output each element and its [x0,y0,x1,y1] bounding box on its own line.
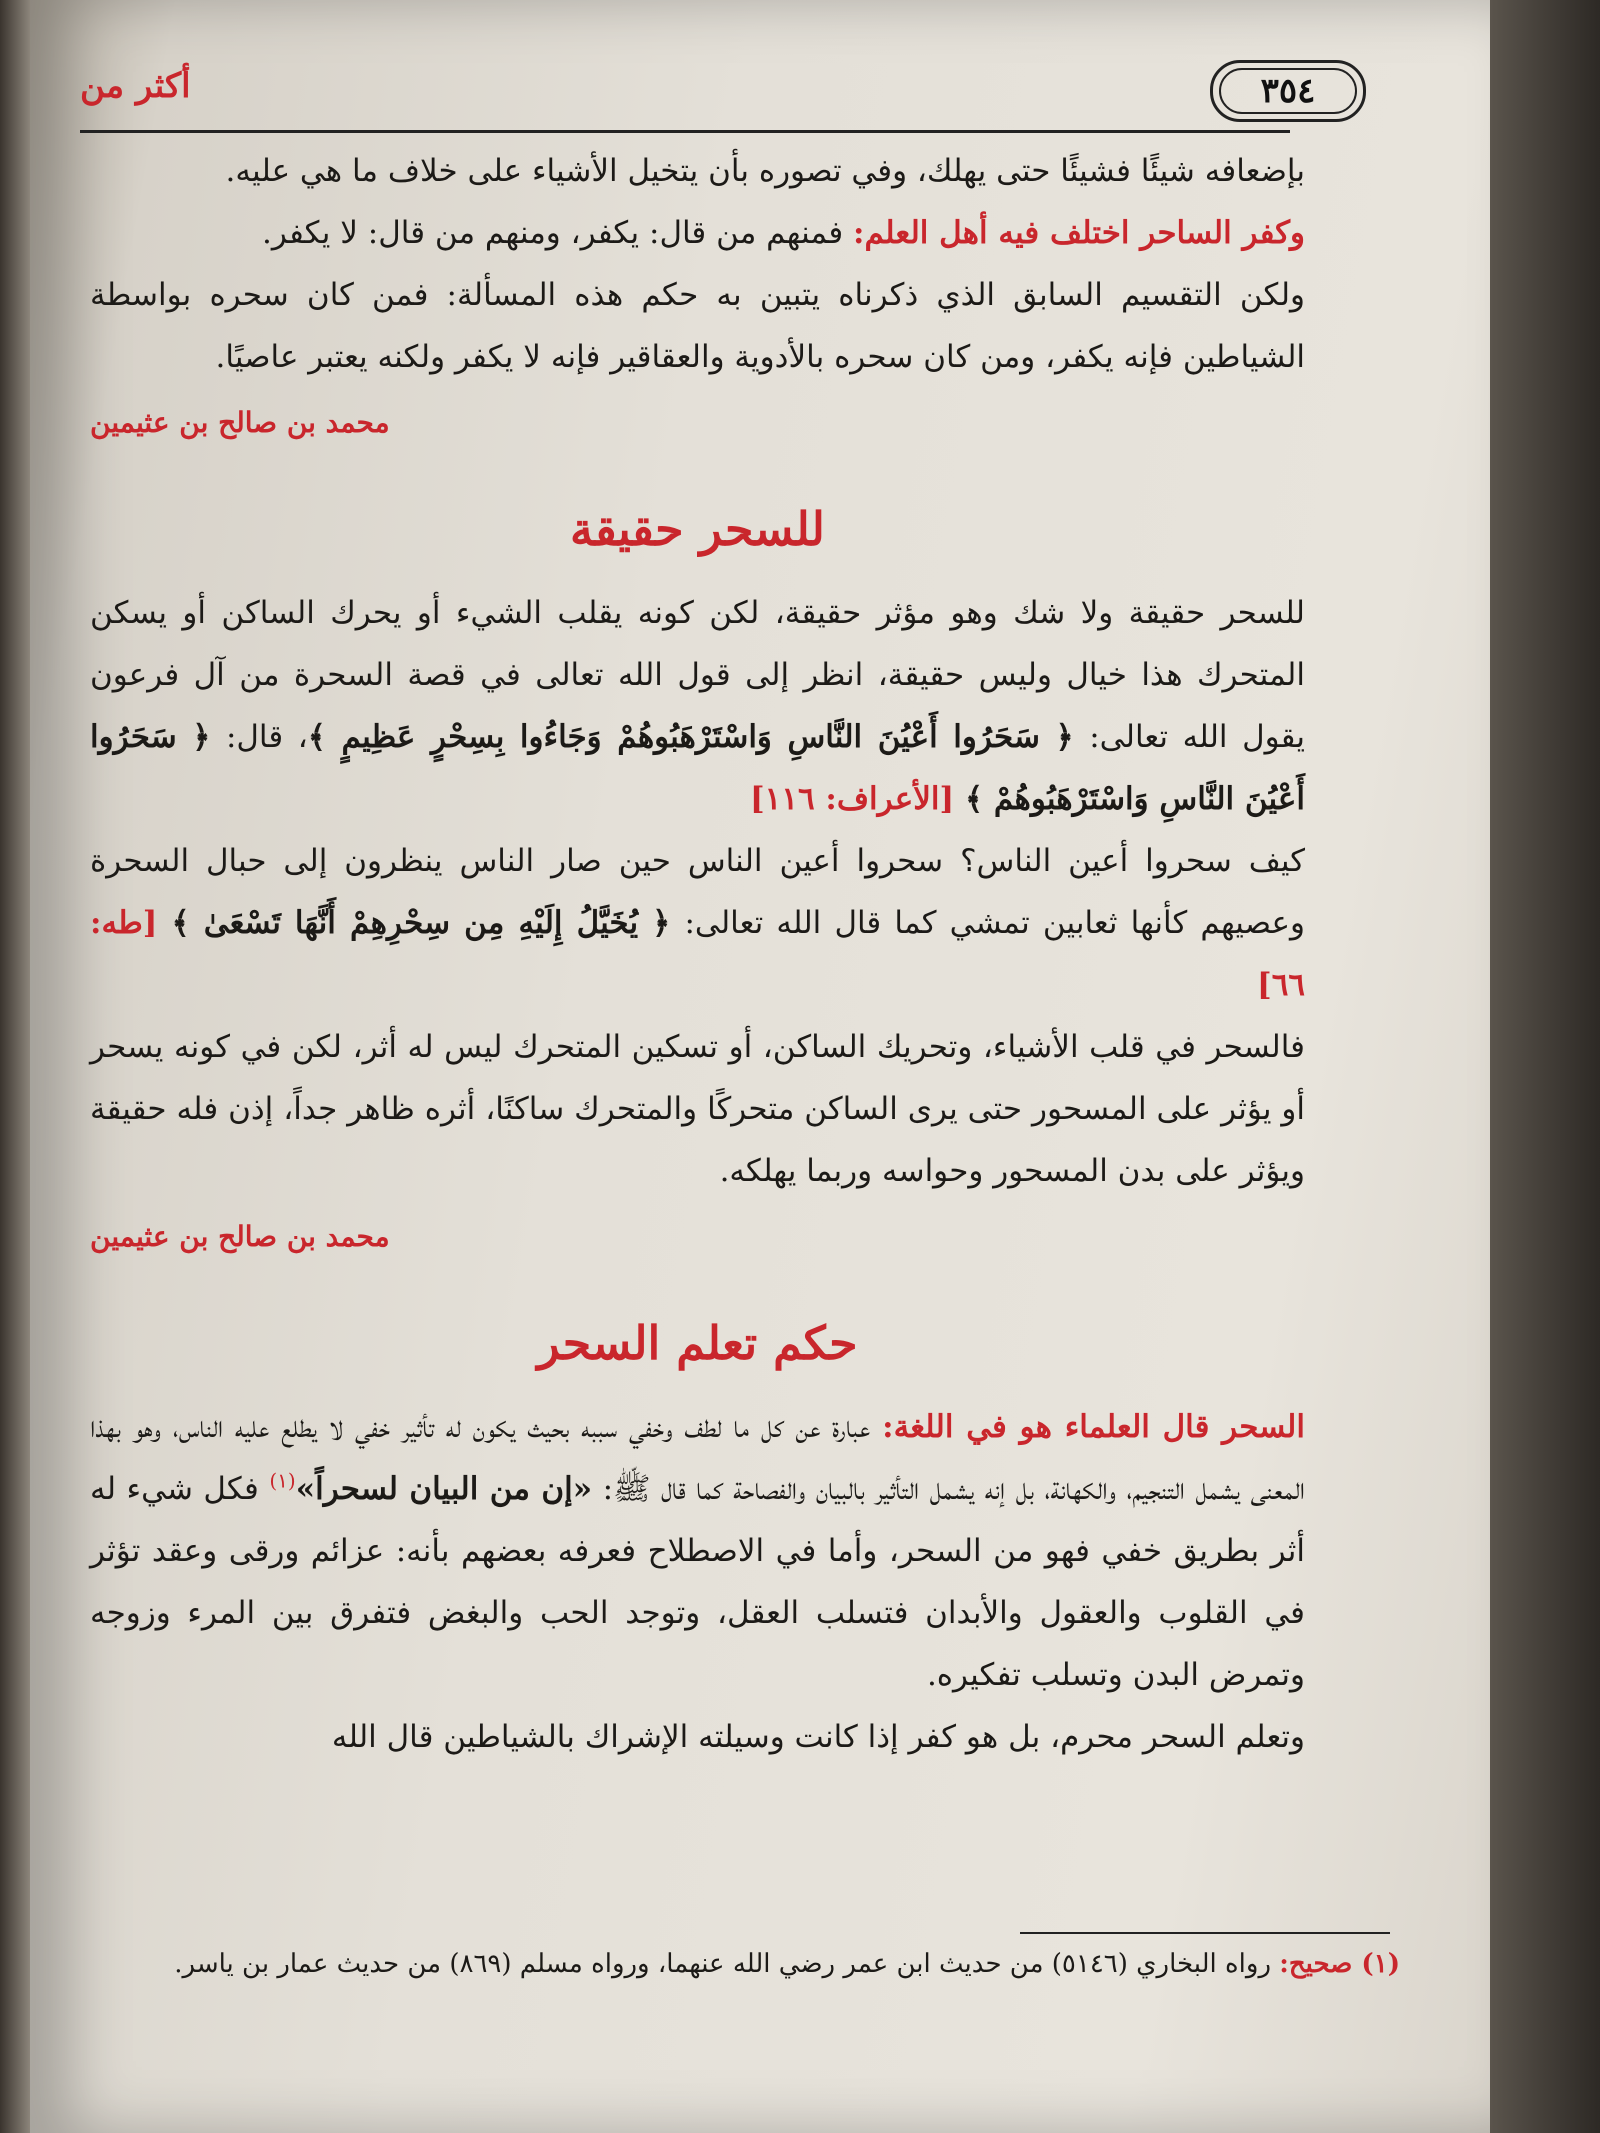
section-title: للسحر حقيقة [570,502,825,556]
paragraph [90,582,1305,830]
paragraph-lead: وكفر الساحر اختلف فيه أهل العلم: [853,215,1305,251]
footnotes [80,1940,1400,1988]
quran-verse: ﴿ سَحَرُوا أَعْيُنَ النَّاسِ وَاسْتَرْهَبُوهُمْ وَجَاءُوا بِسِحْرٍ عَظِيمٍ ﴾ [307,719,1090,755]
paragraph-text: فكل شيء له أثر بطريق خفي فهو من السحر، وأما في الاصطلاح فعرفه بعضهم بأنه: عزائم ورقى وعقد تؤثر في القلوب والعقول والأبدان فتسلب العقل، وتوجد الحب والبغض فتفرق بين المرء وزوجه وتمرض البدن وتسلب تفكيره. [90,1471,1305,1693]
verse-reference: [الأعراف: ١١٦] [750,781,965,817]
paragraph [90,1396,1305,1706]
page-number-badge [1210,60,1366,122]
section-title: حكم تعلم السحر [537,1316,858,1370]
quran-verse: ﴿ سَحَرُوا أَعْيُنَ النَّاسِ وَاسْتَرْهَبُوهُمْ ﴾ [90,719,1305,817]
paragraph: ولكن التقسيم السابق الذي ذكرناه يتبين به حكم هذه المسألة: فمن كان سحره بواسطة الشياطين فإنه يكفر، ومن كان سحره بالأدوية والعقاقير فإنه لا يكفر ولكنه يعتبر عاصيًا. [90,277,1305,375]
footnote-label: (١) صحيح: [1279,1949,1400,1979]
footnote-text: رواه البخاري (٥١٤٦) من حديث ابن عمر رضي الله عنهما، ورواه مسلم (٨٦٩) من حديث عمار بن ياسر. [174,1949,1280,1979]
author-signature: محمد بن صالح بن عثيمين [90,1220,390,1253]
paragraph: وتعلم السحر محرم، بل هو كفر إذا كانت وسيلته الإشراك بالشياطين قال الله [331,1719,1305,1755]
paragraph [90,202,1305,264]
hadith-quote: «إن من البيان لسحراً» [295,1471,593,1507]
page-header [80,60,1316,133]
book-background-edge [1490,0,1600,2133]
running-title: أكثر من [80,66,191,106]
page-body [90,140,1305,1768]
paragraph [90,830,1305,1016]
quran-verse: ﴿ يُخَيَّلُ إِلَيْهِ مِن سِحْرِهِمْ أَنَّهَا تَسْعَىٰ ﴾ [171,905,685,941]
paragraph: بإضعافه شيئًا فشيئًا حتى يهلك، وفي تصوره بأن يتخيل الأشياء على خلاف ما هي عليه. [225,153,1305,189]
paragraph-text: ، قال: [225,719,308,755]
paragraph-text: كيف سحروا أعين الناس؟ سحروا أعين الناس حين صار الناس ينظرون إلى حبال السحرة وعصيهم كأنها ثعابين تمشي كما قال الله تعالى: [90,843,1305,941]
paragraph-text: فمنهم من قال: يكفر، ومنهم من قال: لا يكفر. [262,215,854,251]
paragraph-text: للسحر حقيقة ولا شك وهو مؤثر حقيقة، لكن كونه يقلب الشيء أو يحرك الساكن أو يسكن المتحرك هذا خيال وليس حقيقة، انظر إلى قول الله تعالى في قصة السحرة من آل فرعون يقول الله تعالى: [90,595,1305,755]
page-number: ٣٥٤ [1260,71,1316,111]
paragraph-text: عبارة عن كل ما لطف وخفي سببه بحيث يكون له تأثير خفي لا يطلع عليه الناس، وهو بهذا المعنى يشمل التنجيم، والكهانة، بل إنه يشمل التأثير بالبيان والفصاحة كما قال ﷺ: [90,1409,1305,1507]
verse-reference: [طه: ٦٦] [90,905,1305,1003]
author-signature: محمد بن صالح بن عثيمين [90,406,390,439]
paragraph: فالسحر في قلب الأشياء، وتحريك الساكن، أو تسكين المتحرك ليس له أثر، لكن في كونه يسحر أو يؤثر على المسحور حتى يرى الساكن متحركًا والمتحرك ساكنًا، أثره ظاهر جداً، إذن فله حقيقة ويؤثر على بدن المسحور وحواسه وربما يهلكه. [90,1029,1305,1189]
paragraph-lead: السحر قال العلماء هو في اللغة: [882,1409,1305,1445]
footnote-divider [1020,1932,1390,1934]
book-spine-edge [0,0,30,2133]
footnote-marker[interactable]: (١) [269,1468,296,1493]
